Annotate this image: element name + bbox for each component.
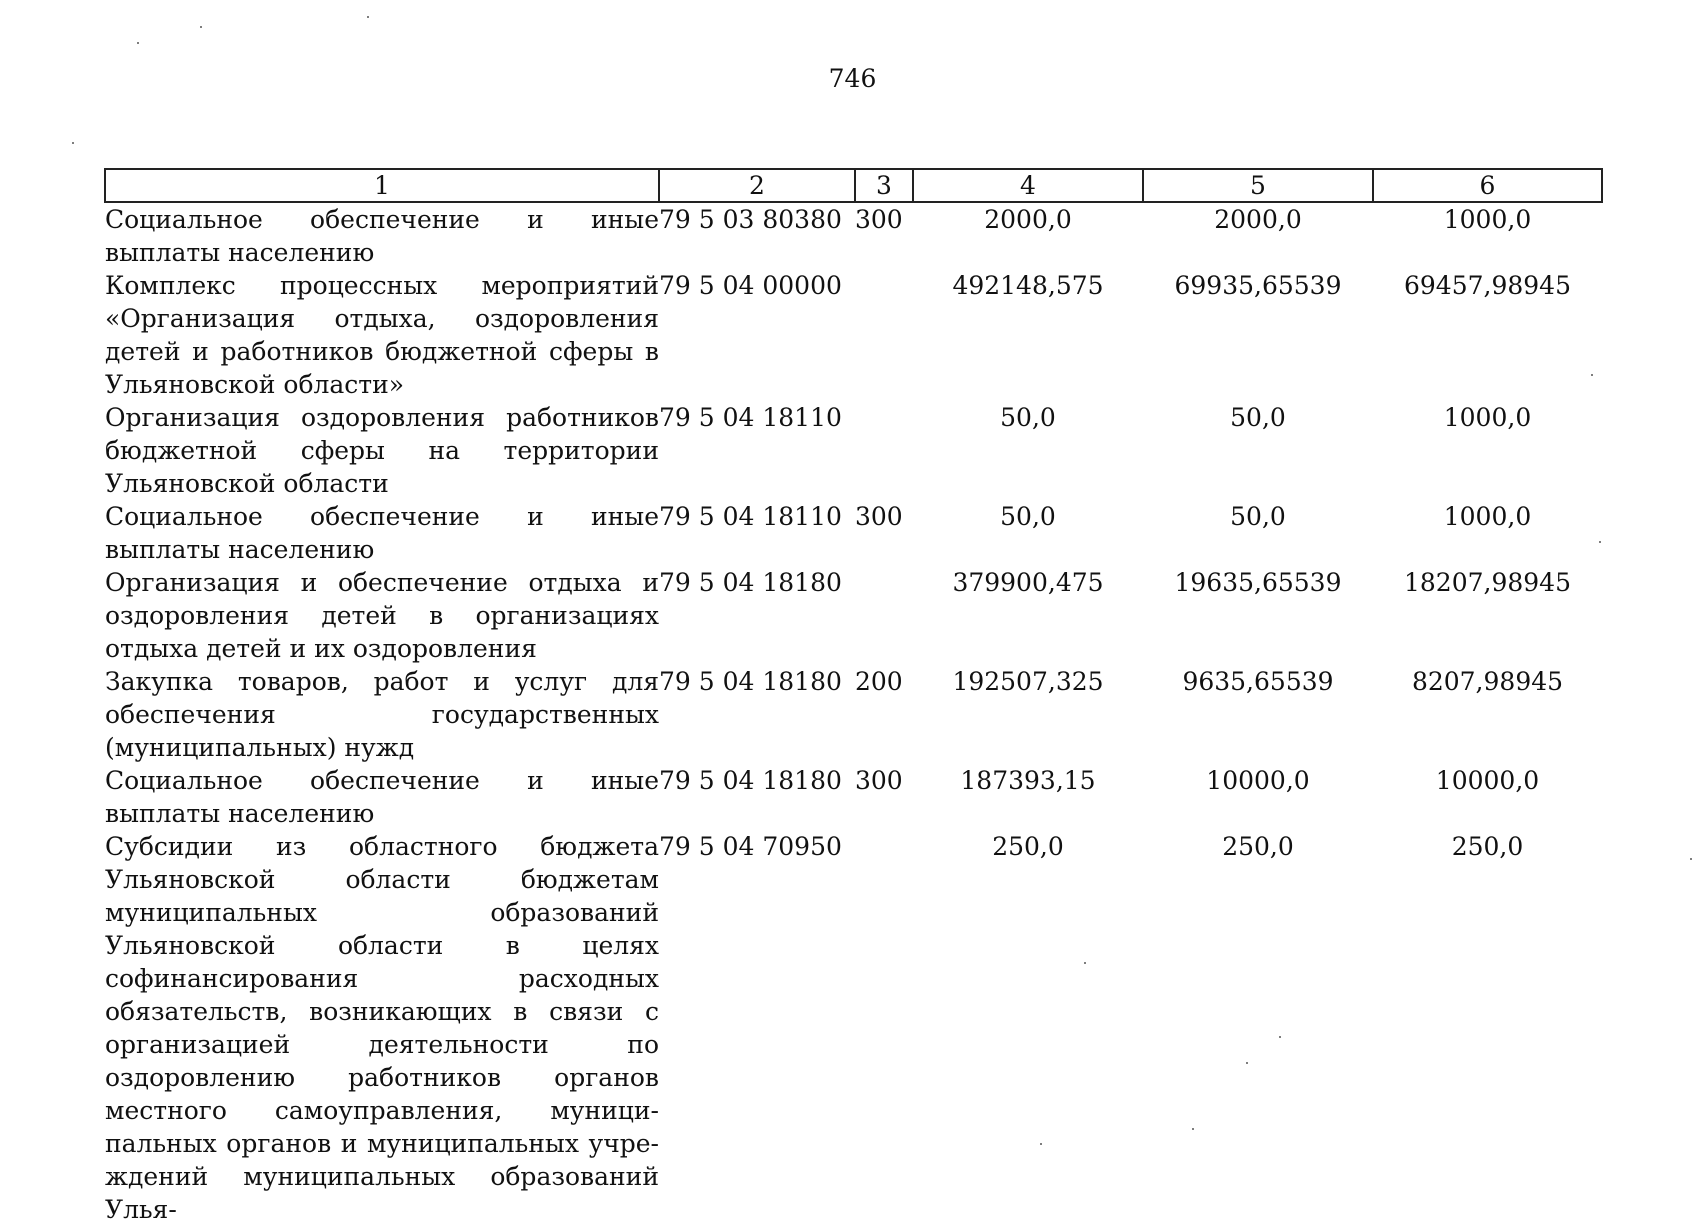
row-value-6: 10000,0 [1435, 766, 1540, 795]
row-name: Социальное обеспечение и иные выплаты населению [105, 766, 659, 828]
row-value-6: 250,0 [1451, 832, 1524, 861]
row-value-5: 10000,0 [1206, 766, 1310, 795]
table-row [105, 566, 1602, 665]
table-row [105, 202, 1602, 269]
row-value-5: 50,0 [1230, 502, 1286, 531]
row-value-4: 192507,325 [952, 667, 1104, 696]
row-value-6: 69457,98945 [1403, 271, 1571, 300]
scan-speck [367, 16, 369, 18]
row-name: Социальное обеспечение и иные выплаты населению [105, 502, 659, 564]
row-value-4: 50,0 [1000, 502, 1056, 531]
table-row [105, 830, 1602, 1226]
header-col-6: 6 [1373, 169, 1602, 202]
row-name: Организация и обеспечение отдыха и оздоровления детей в организациях отдыха детей и их оздоровления [105, 568, 659, 663]
table-row [105, 665, 1602, 764]
row-type [855, 269, 913, 401]
row-value-4: 2000,0 [984, 205, 1072, 234]
row-type: 300 [855, 502, 903, 531]
row-type: 300 [855, 766, 903, 795]
table-row [105, 269, 1602, 401]
row-code: 79 5 04 18110 [659, 403, 842, 432]
table-row [105, 764, 1602, 830]
row-code: 79 5 04 70950 [659, 832, 842, 861]
row-value-6: 1000,0 [1443, 502, 1532, 531]
row-value-4: 187393,15 [960, 766, 1096, 795]
row-code: 79 5 04 18110 [659, 502, 842, 531]
row-value-5: 250,0 [1222, 832, 1294, 861]
row-value-5: 19635,65539 [1174, 568, 1342, 597]
header-col-1: 1 [105, 169, 659, 202]
scan-speck [1040, 1143, 1042, 1145]
row-value-6: 1000,0 [1443, 403, 1532, 432]
scan-speck [1246, 1062, 1248, 1064]
row-type [855, 401, 913, 500]
row-code: 79 5 03 80380 [659, 205, 842, 234]
row-value-6: 1000,0 [1443, 205, 1532, 234]
scan-speck [1279, 1036, 1281, 1038]
table-row [105, 500, 1602, 566]
header-col-5: 5 [1143, 169, 1373, 202]
row-value-4: 50,0 [1000, 403, 1056, 432]
scan-speck [72, 142, 74, 144]
header-col-2: 2 [659, 169, 855, 202]
scan-speck [1599, 541, 1601, 543]
row-type [855, 566, 913, 665]
row-code: 79 5 04 18180 [659, 766, 842, 795]
row-value-4: 492148,575 [952, 271, 1104, 300]
scan-speck [1690, 858, 1692, 860]
row-type [855, 830, 913, 1226]
row-code: 79 5 04 18180 [659, 667, 842, 696]
header-col-3: 3 [855, 169, 913, 202]
header-col-4: 4 [913, 169, 1143, 202]
row-value-5: 50,0 [1230, 403, 1286, 432]
row-name: Комплекс процессных мероприятий «Организация отдыха, оздоровления детей и работников бюджетной сферы в Ульяновской области» [105, 271, 659, 399]
page-number: 746 [828, 64, 877, 93]
table-row [105, 401, 1602, 500]
budget-table [104, 168, 1603, 1226]
row-value-6: 8207,98945 [1411, 667, 1564, 696]
row-value-6: 18207,98945 [1403, 568, 1571, 597]
scan-speck [137, 42, 139, 44]
scan-speck [1084, 962, 1086, 964]
row-value-5: 2000,0 [1214, 205, 1302, 234]
row-type: 300 [855, 205, 903, 234]
scan-speck [1591, 374, 1593, 376]
row-name: Организация оздоровления работников бюджетной сферы на территории Ульяновской области [105, 403, 659, 498]
row-value-4: 250,0 [992, 832, 1064, 861]
row-name: Социальное обеспечение и иные выплаты населению [105, 205, 659, 267]
row-value-5: 9635,65539 [1182, 667, 1334, 696]
row-type: 200 [855, 667, 903, 696]
row-name: Субсидии из областного бюджета Ульяновской области бюджетам муниципальных образований Ульяновской области в целях софинансирования расходных обязательств, возникающих в связи с организацией деятельности по оздоровлению работников органов местного самоуправления, муниципальных органов и муниципальных учреждений муниципальных образований Улья- [105, 832, 659, 1224]
row-name: Закупка товаров, работ и услуг для обеспечения государственных (муниципальных) нужд [105, 667, 659, 762]
scan-speck [1192, 1128, 1194, 1130]
row-code: 79 5 04 18180 [659, 568, 842, 597]
row-value-4: 379900,475 [952, 568, 1104, 597]
row-value-5: 69935,65539 [1174, 271, 1342, 300]
scan-speck [200, 26, 202, 28]
header-row [105, 169, 1602, 202]
row-code: 79 5 04 00000 [659, 271, 842, 300]
